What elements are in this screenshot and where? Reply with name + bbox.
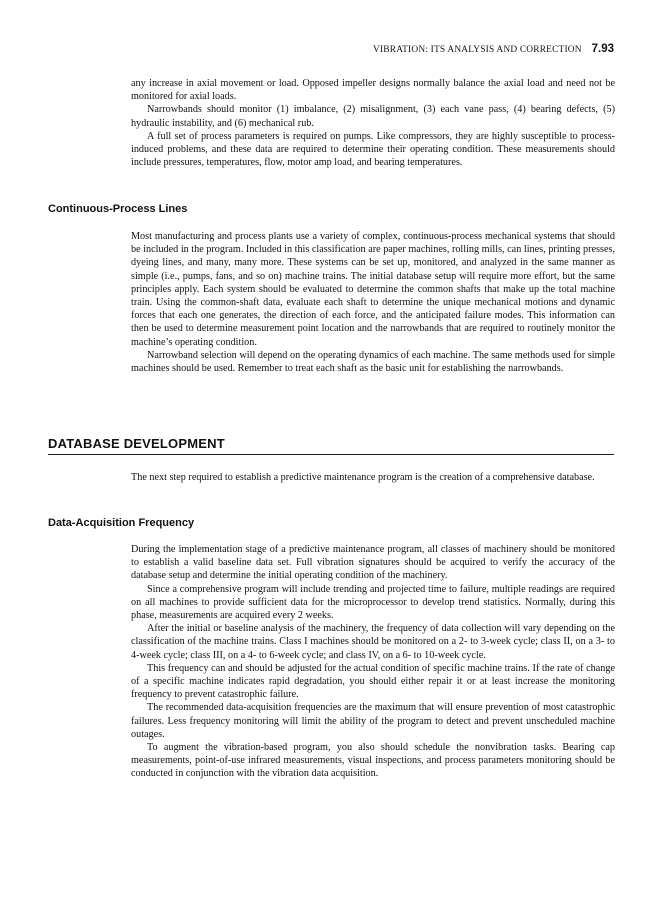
data-acquisition-text <box>131 543 615 781</box>
database-intro-text <box>131 471 615 484</box>
subheading-data-acquisition-frequency: Data-Acquisition Frequency <box>48 517 195 529</box>
running-header <box>373 44 614 60</box>
pump-monitoring-text <box>131 77 615 169</box>
paragraph: Narrowband selection will depend on the operating dynamics of each machine. The same methods used for simple machines should be used. Remember to treat each shaft as the basic unit for establishing the narrowbands. <box>131 349 615 375</box>
header-title: VIBRATION: ITS ANALYSIS AND CORRECTION <box>373 45 582 55</box>
page-number: 7.93 <box>591 43 614 55</box>
paragraph: Narrowbands should monitor (1) imbalance, (2) misalignment, (3) each vane pass, (4) bearing defects, (5) hydraulic instability, and (6) mechanical rub. <box>131 104 615 129</box>
paragraph: Since a comprehensive program will include trending and projected time to failure, multiple readings are required on all machines to provide sufficient data for the microprocessor to develop trend statistics. Normally, during this phase, measurements are acquired every 2 weeks. <box>131 583 615 622</box>
paragraph: A full set of process parameters is required on pumps. Like compressors, they are highly susceptible to process-induced problems, and these data are required to determine their operating condition. These measurements should include pressures, temperatures, flow, motor amp load, and bearing temperatures. <box>131 130 615 169</box>
section-heading-database-development: DATABASE DEVELOPMENT <box>48 436 225 451</box>
paragraph: The next step required to establish a predictive maintenance program is the creation of a comprehensive database. <box>131 472 595 483</box>
continuous-process-text <box>131 230 615 375</box>
paragraph: This frequency can and should be adjusted for the actual condition of specific machine trains. If the rate of change of a specific machine indicates rapid degradation, you should either repair it or at least increase the monitoring frequency to prevent catastrophic failure. <box>131 662 615 701</box>
paragraph: Most manufacturing and process plants use a variety of complex, continuous-process mechanical systems that should be included in the program. Included in this classification are paper machines, rolling mills, can lines, printing presses, dyeing lines, and many, many more. These systems can be set up, monitored, and analyzed in the same manner as simple (i.e., pumps, fans, and so on) machine trains. The initial database setup will require more effort, but the same principles apply. Each system should be evaluated to determine the common shafts that make up the total machine train. Using the common-shaft data, evaluate each shaft to determine the unique mechanical motions and dynamic forces that each one generates, the direction of each force, and the anticipated failure modes. This information can then be used to determine measurement point location and the narrowbands that are required to routinely monitor the machine’s operating condition. <box>131 231 615 348</box>
paragraph: The recommended data-acquisition frequencies are the maximum that will ensure prevention of most catastrophic failures. Less frequency monitoring will limit the ability of the program to detect and prevent unscheduled machine outages. <box>131 702 615 740</box>
paragraph: After the initial or baseline analysis of the machinery, the frequency of data collection will vary depending on the classification of the machine trains. Class I machines should be monitored on a 2- to 3-week cycle; class II, on a 3- to 4-week cycle; class III, on a 4- to 6-week cycle; and class IV, on a 6- to 10-week cycle. <box>131 623 615 661</box>
paragraph: any increase in axial movement or load. Opposed impeller designs normally balance the axial load and need not be monitored for axial loads. <box>131 78 615 103</box>
paragraph: During the implementation stage of a predictive maintenance program, all classes of machinery should be monitored to establish a valid baseline data set. Full vibration signatures should be acquired to verify the accuracy of the database setup and determine the initial operating condition of the machinery. <box>131 544 615 582</box>
section-rule <box>48 454 614 455</box>
paragraph: To augment the vibration-based program, you also should schedule the nonvibration tasks. Bearing cap measurements, point-of-use infrared measurements, visual inspections, and process parameters monitoring should be conducted in conjunction with the vibration data acquisition. <box>131 742 615 780</box>
subheading-continuous-process-lines: Continuous-Process Lines <box>48 203 188 215</box>
